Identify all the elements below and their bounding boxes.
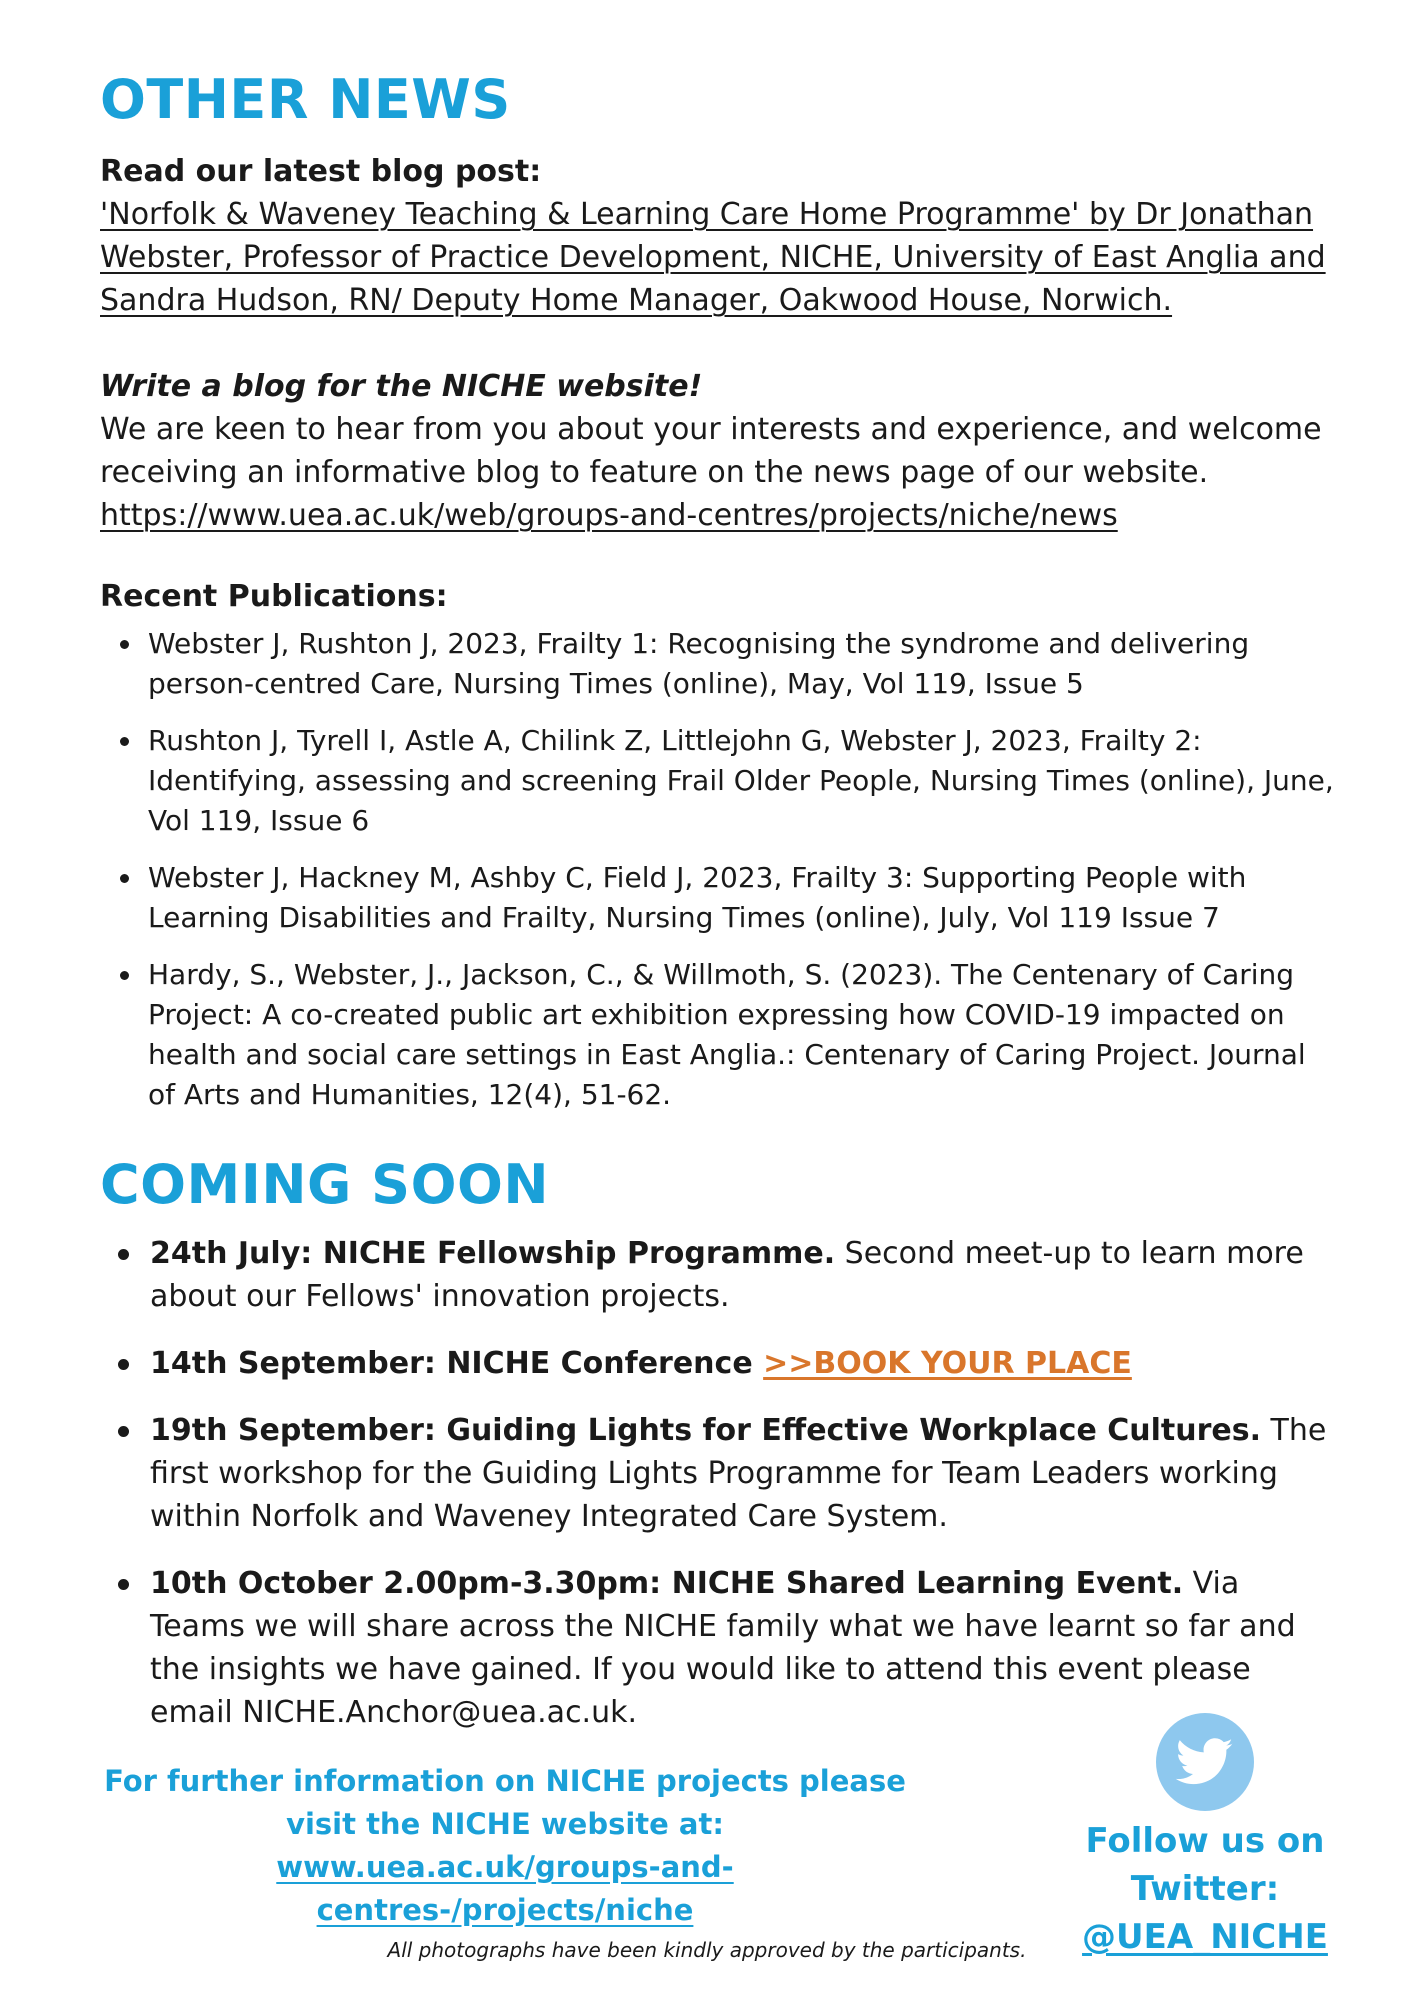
event-item (100, 1342, 1340, 1385)
event-description: Second meet-up to learn more about our Fellows' innovation projects. (150, 1236, 1304, 1314)
event-item (100, 1232, 1340, 1318)
write-blog-heading: Write a blog for the NICHE website! (100, 369, 703, 404)
publications-section (100, 575, 1340, 1132)
blog-section (100, 150, 1330, 537)
publication-item: Webster J, Hackney M, Ashby C, Field J, 2023, Frailty 3: Supporting People with Learning Disabilities and Frailty, Nursing Times (online), July, Vol 119 Issue 7 (100, 858, 1340, 938)
event-item (100, 1409, 1340, 1538)
blog-intro-label: Read our latest blog post: (100, 154, 542, 189)
coming-soon-title: COMING SOON (100, 1153, 550, 1216)
event-description: Via Teams we will share across the NICHE family what we have learnt so far and the insights we have gained. If you would like to attend this event please email NICHE.Anchor@uea.ac.uk. (150, 1566, 1296, 1730)
write-blog-text: We are keen to hear from you about your interests and experience, and welcome receiving an informative blog to feature on the news page of our website. (100, 412, 1322, 490)
niche-website-link[interactable]: www.uea.ac.uk/groups-and-centres-/projects/niche (276, 1850, 734, 1927)
publication-item: Webster J, Rushton J, 2023, Frailty 1: Recognising the syndrome and delivering person-centred Care, Nursing Times (online), May, Vol 119, Issue 5 (100, 624, 1340, 704)
book-your-place-link[interactable]: >>BOOK YOUR PLACE (763, 1346, 1132, 1381)
twitter-label: Follow us on Twitter: (1085, 1821, 1325, 1909)
event-heading: 24th July: NICHE Fellowship Programme. (150, 1236, 836, 1271)
events-list (100, 1232, 1340, 1734)
publications-list (100, 624, 1340, 1115)
blog-post-link[interactable]: 'Norfolk & Waveney Teaching & Learning Care Home Programme' by Dr Jonathan Webster, Professor of Practice Development, NICHE, University of East Anglia and Sandra Hudson, RN/ Deputy Home Manager, Oakwood House, Norwich. (100, 197, 1326, 318)
twitter-follow (1010, 1713, 1400, 1961)
further-info-line2: visit the NICHE website at: (286, 1807, 724, 1841)
photo-approval-footnote: All photographs have been kindly approved by the participants. (387, 1938, 1027, 1962)
events-section (100, 1232, 1340, 1758)
further-info-line1: For further information on NICHE projects please (104, 1764, 906, 1798)
event-item (100, 1562, 1340, 1734)
event-description: The first workshop for the Guiding Lights Programme for Team Leaders working within Norfolk and Waveney Integrated Care System. (150, 1413, 1327, 1534)
event-heading: 10th October 2.00pm-3.30pm: NICHE Shared Learning Event. (150, 1566, 1184, 1601)
news-page-link[interactable]: https://www.uea.ac.uk/web/groups-and-centres/projects/niche/news (100, 498, 1118, 533)
publication-item: Rushton J, Tyrell I, Astle A, Chilink Z, Littlejohn G, Webster J, 2023, Frailty 2: Identifying, assessing and screening Frail Older People, Nursing Times (online), June, Vol 119, Issue 6 (100, 721, 1340, 841)
further-info (95, 1760, 915, 1932)
event-heading: 19th September: Guiding Lights for Effective Workplace Cultures. (150, 1413, 1261, 1448)
other-news-title: OTHER NEWS (100, 68, 511, 131)
publication-item: Hardy, S., Webster, J., Jackson, C., & Willmoth, S. (2023). The Centenary of Caring Project: A co-created public art exhibition expressing how COVID-19 impacted on health and social care settings in East Anglia.: Centenary of Caring Project. Journal of Arts and Humanities, 12(4), 51-62. (100, 955, 1340, 1115)
twitter-bird-icon[interactable] (1156, 1713, 1254, 1811)
event-heading: 14th September: NICHE Conference (150, 1346, 764, 1381)
twitter-handle-link[interactable]: @UEA_NICHE (1082, 1917, 1328, 1957)
publications-heading: Recent Publications: (100, 579, 448, 614)
